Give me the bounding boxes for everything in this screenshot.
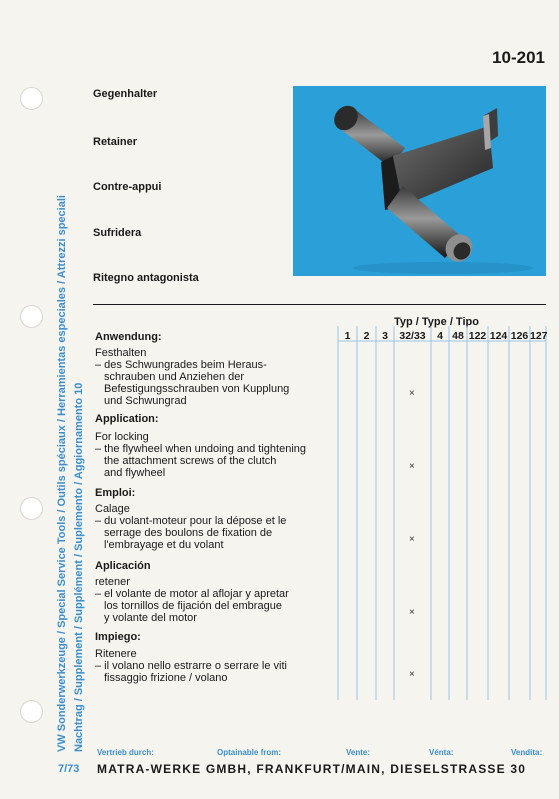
section-line: Befestigungsschrauben von Kupplung: [104, 383, 290, 395]
type-table-header: Typ / Type / Tipo: [394, 316, 479, 328]
section-title-de: Anwendung:: [95, 331, 162, 343]
issue-date: 7/73: [58, 763, 80, 775]
section-line: – du volant-moteur pour la dépose et le: [95, 515, 287, 527]
applicability-mark: ×: [409, 461, 415, 472]
type-col-126: 126: [510, 330, 529, 342]
footer-label-fr: Vente:: [346, 748, 371, 757]
type-col-122: 122: [468, 330, 487, 342]
section-title-en: Application:: [95, 413, 159, 425]
section-line: the attachment screws of the clutch: [104, 455, 277, 467]
section-line: und Schwungrad: [104, 395, 187, 407]
section-line: and flywheel: [104, 467, 166, 479]
section-lead: Ritenere: [95, 648, 137, 660]
section-lead: retener: [95, 576, 130, 588]
applicability-mark: ×: [409, 388, 415, 399]
type-col-4: 4: [437, 330, 443, 342]
type-col-2: 2: [363, 330, 370, 342]
distributor-address: MATRA-WERKE GMBH, FRANKFURT/MAIN, DIESELSTRASSE 30: [97, 762, 527, 776]
type-col-124: 124: [489, 330, 508, 342]
section-line: los tornillos de fijación del embrague: [104, 600, 282, 612]
footer-label-en: Optainable from:: [217, 748, 282, 757]
section-line: – el volante de motor al aflojar y apretar: [95, 588, 289, 600]
applicability-mark: ×: [409, 669, 415, 680]
name-es: Sufridera: [93, 227, 142, 239]
section-title-it: Impiego:: [95, 631, 141, 643]
section-line: y volante del motor: [104, 612, 197, 624]
section-body-de: [95, 347, 289, 407]
sidebar-line-2: Nachtrag / Supplement / Supplément / Suplemento / Aggiornamento 10: [73, 382, 85, 752]
section-line: serrage des boulons de fixation de: [104, 527, 273, 539]
type-col-48: 48: [452, 330, 464, 342]
type-col-32-33: 32/33: [399, 330, 426, 342]
footer-label-de: Vertrieb durch:: [97, 748, 154, 757]
section-lead: For locking: [95, 431, 149, 443]
section-title-es: Aplicación: [95, 560, 151, 572]
section-body-en: [95, 431, 306, 479]
type-col-3: 3: [382, 330, 388, 342]
applicability-mark: ×: [409, 534, 415, 545]
footer-label-es: Vénta:: [429, 748, 454, 757]
section-body-es: [95, 576, 289, 624]
tool-number: 10-201: [492, 48, 545, 67]
name-de: Gegenhalter: [93, 88, 158, 100]
section-lead: Calage: [95, 503, 130, 515]
name-it: Ritegno antagonista: [93, 272, 199, 284]
footer-label-it: Vendita:: [511, 748, 543, 757]
type-col-1: 1: [344, 330, 351, 342]
section-body-it: [95, 648, 287, 684]
name-en: Retainer: [93, 136, 138, 148]
section-body-fr: [95, 503, 286, 551]
name-fr: Contre-appui: [93, 181, 162, 193]
section-line: schrauben und Anziehen der: [104, 371, 245, 383]
section-line: – des Schwungrades beim Heraus-: [95, 359, 267, 371]
section-line: – the flywheel when undoing and tightening: [95, 443, 306, 455]
section-line: l'embrayage et du volant: [104, 539, 224, 551]
section-lead: Festhalten: [95, 347, 147, 359]
section-line: – il volano nello estrarre o serrare le viti: [95, 660, 287, 672]
sidebar-line-1: VW Sonderwerkzeuge / Special Service Tools / Outils spéciaux / Herramientas especiales / Attrezzi speciali: [56, 195, 68, 752]
applicability-mark: ×: [409, 607, 415, 618]
type-col-127: 127: [530, 330, 548, 342]
section-title-fr: Emploi:: [95, 487, 136, 499]
section-line: fissaggio frizione / volano: [104, 672, 228, 684]
